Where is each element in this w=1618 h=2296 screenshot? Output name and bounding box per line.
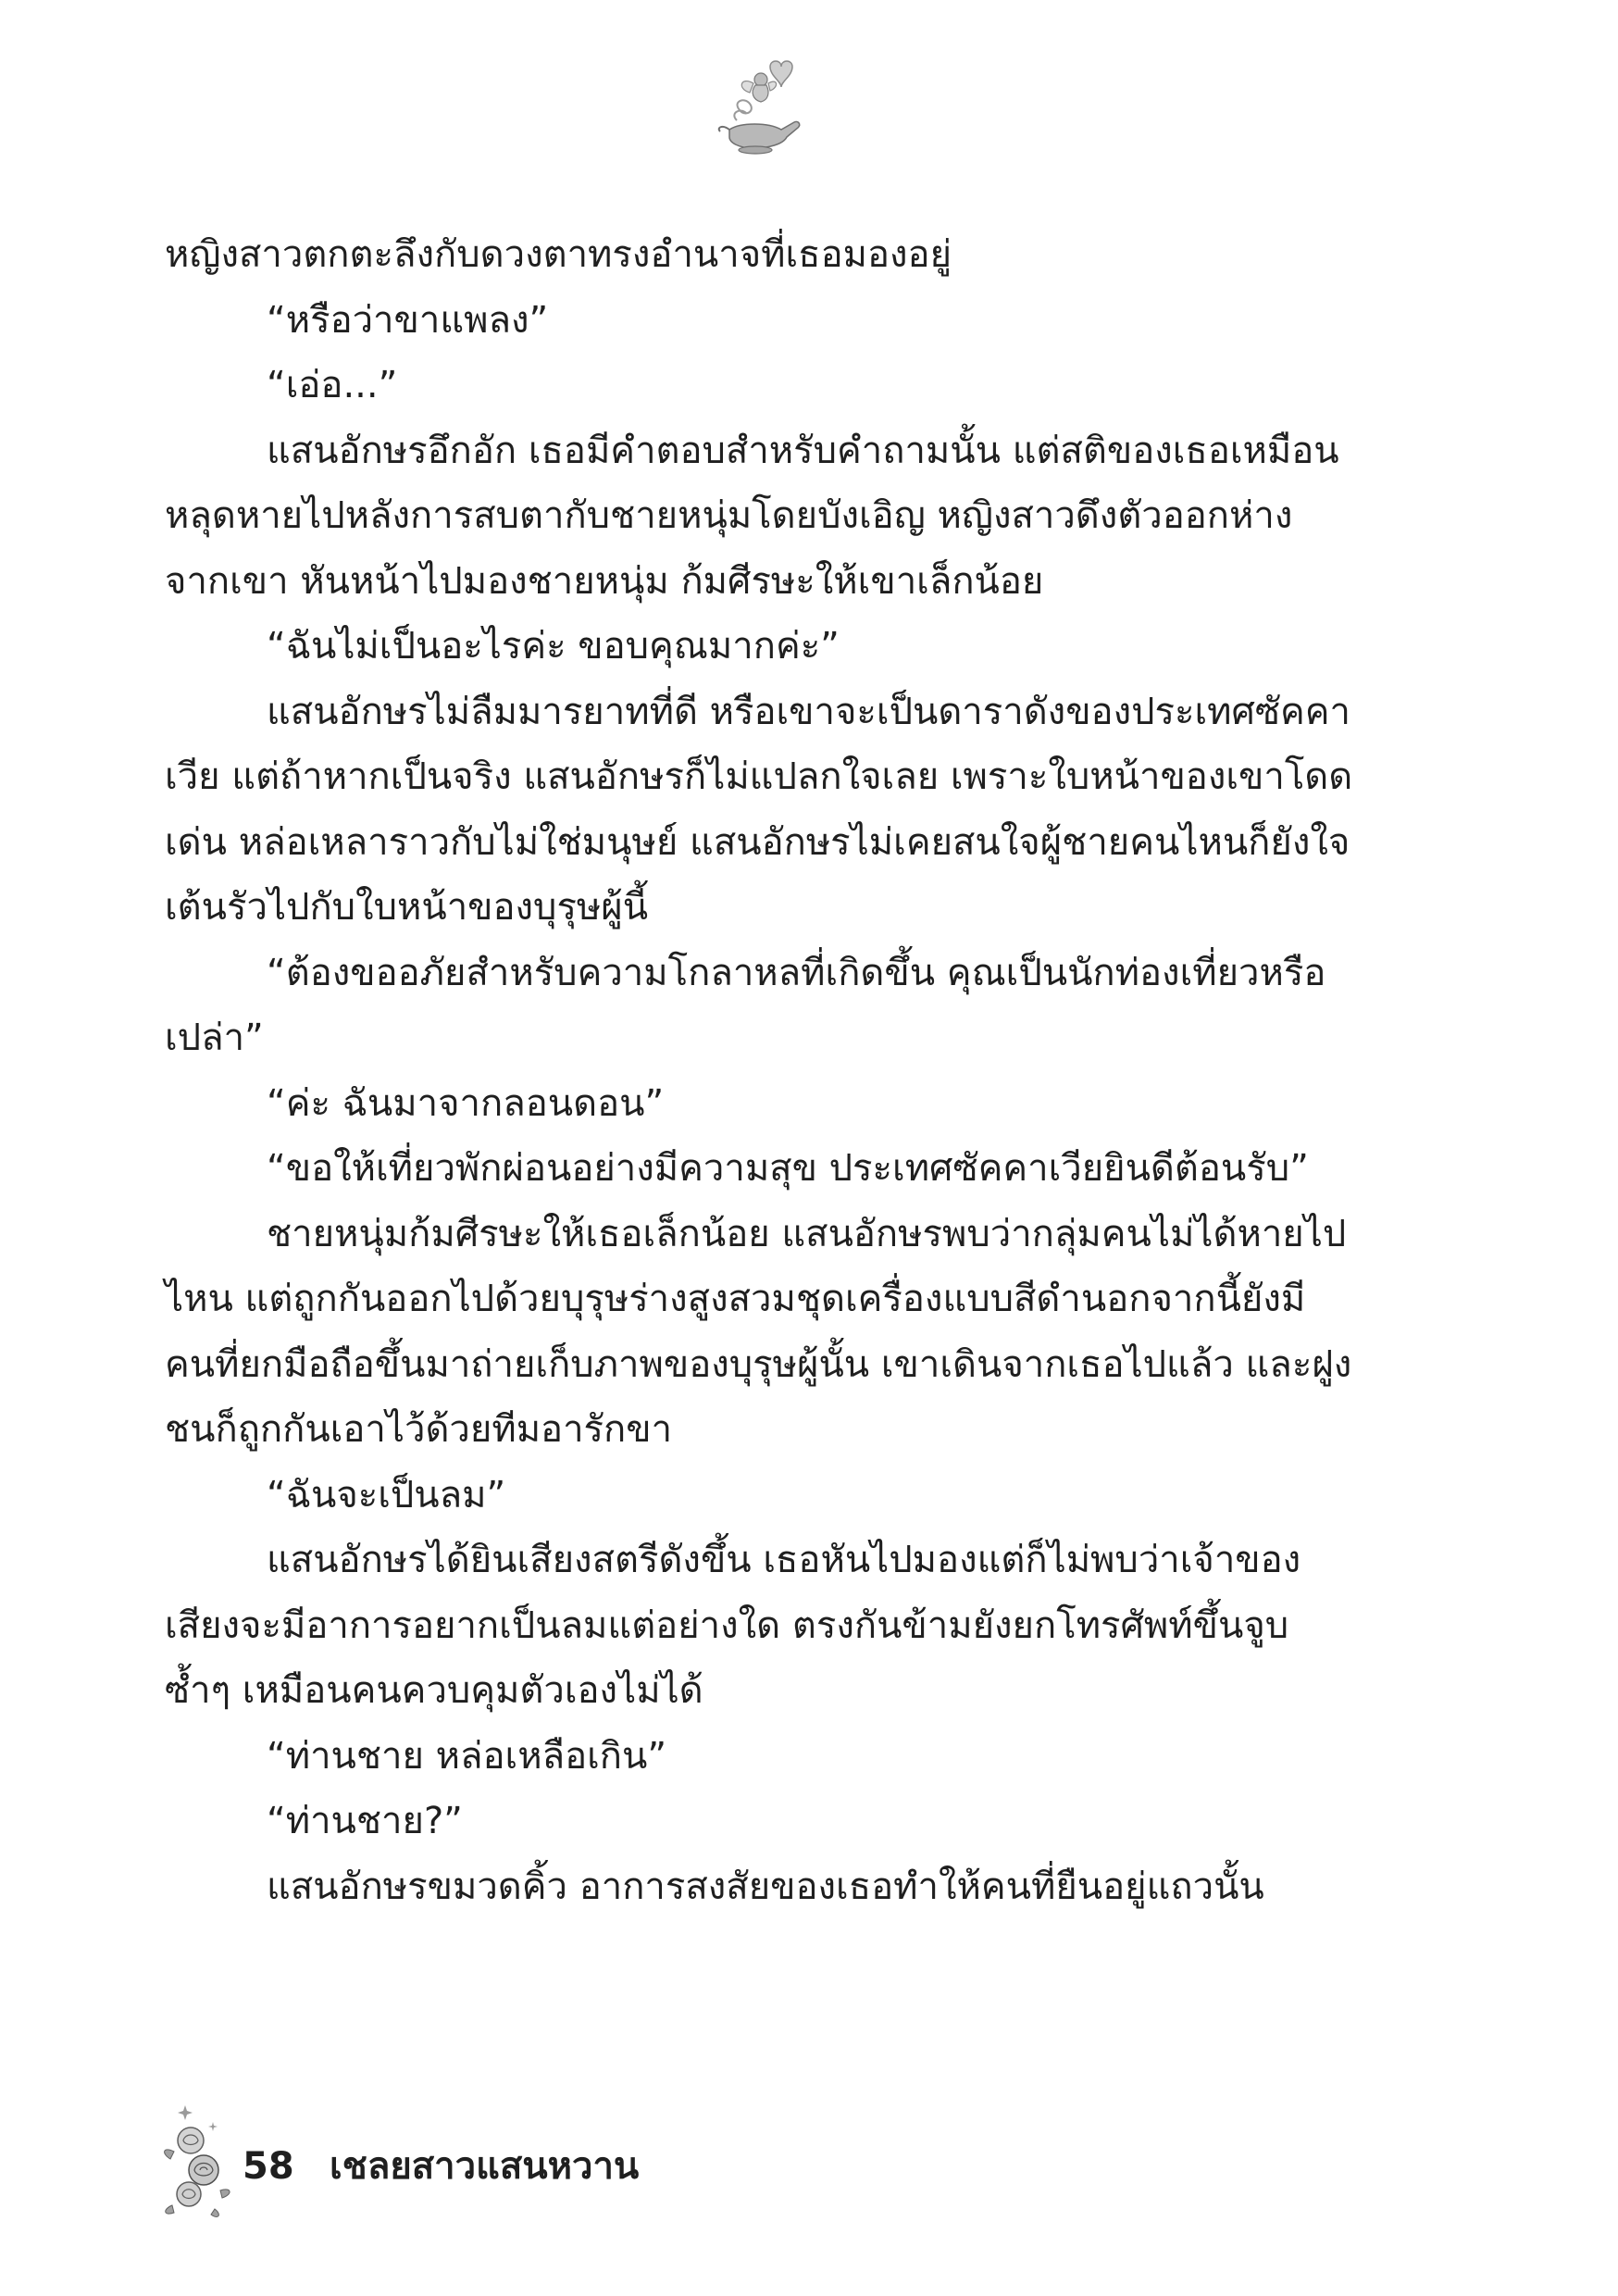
paragraph: แสนอักษรไม่ลืมมารยาทที่ดี หรือเขาจะเป็นดาราดังของประเทศซัคคาเวีย แต่ถ้าหากเป็นจริง แสนอักษรก็ไม่แปลกใจเลย เพราะใบหน้าของเขาโดดเด่น หล่อเหลาราวกับไม่ใช่มนุษย์ แสนอักษรไม่เคยสนใจผู้ชายคนไหนก็ยังใจเต้นรัวไปกับใบหน้าของบุรุษผู้นี้ [165, 690, 1353, 929]
paragraph: แสนอักษรขมวดคิ้ว อาการสงสัยของเธอทำให้คนที่ยืนอยู่แถวนั้น [267, 1865, 1264, 1908]
paragraph: “หรือว่าขาแพลง” [267, 298, 549, 342]
page-number: 58 [243, 2145, 294, 2188]
paragraph: “ค่ะ ฉันมาจากลอนดอน” [267, 1081, 665, 1125]
paragraph: หญิงสาวตกตะลึงกับดวงตาทรงอำนาจที่เธอมองอยู่ [165, 233, 952, 276]
lamp-with-cupid-icon [713, 56, 805, 157]
paragraph: แสนอักษรได้ยินเสียงสตรีดังขึ้น เธอหันไปมองแต่ก็ไม่พบว่าเจ้าของเสียงจะมีอาการอยากเป็นลมแต่อย่างใด ตรงกันข้ามยังยกโทรศัพท์ขึ้นจูบซ้ำๆ เหมือนคนควบคุมตัวเองไม่ได้ [165, 1539, 1301, 1712]
paragraph: “ท่านชาย หล่อเหลือเกิน” [267, 1734, 667, 1778]
body-text [165, 222, 1354, 1919]
paragraph: “ขอให้เที่ยวพักผ่อนอย่างมีความสุข ประเทศซัคคาเวียยินดีต้อนรับ” [267, 1147, 1309, 1190]
rose-bouquet-icon [157, 2102, 241, 2222]
paragraph: ชายหนุ่มก้มศีรษะให้เธอเล็กน้อย แสนอักษรพบว่ากลุ่มคนไม่ได้หายไปไหน แต่ถูกกันออกไปด้วยบุรุษร่างสูงสวมชุดเครื่องแบบสีดำนอกจากนี้ยังมีคนที่ยกมือถือขึ้นมาถ่ายเก็บภาพของบุรุษผู้นั้น เขาเดินจากเธอไปแล้ว และฝูงชนก็ถูกกันเอาไว้ด้วยทีมอารักขา [165, 1212, 1352, 1451]
paragraph: “ฉันไม่เป็นอะไรค่ะ ขอบคุณมากค่ะ” [267, 625, 840, 668]
paragraph: “ท่านชาย?” [267, 1800, 463, 1842]
paragraph: “ต้องขออภัยสำหรับความโกลาหลที่เกิดขึ้น คุณเป็นนักท่องเที่ยวหรือเปล่า” [165, 951, 1326, 1059]
paragraph: แสนอักษรอึกอัก เธอมีคำตอบสำหรับคำถามนั้น แต่สติของเธอเหมือนหลุดหายไปหลังการสบตากับชายหนุ่มโดยบังเอิญ หญิงสาวดึงตัวออกห่างจากเขา หันหน้าไปมองชายหนุ่ม ก้มศีรษะให้เขาเล็กน้อย [165, 429, 1339, 603]
page-footer [157, 2102, 805, 2222]
paragraph: “ฉันจะเป็นลม” [267, 1473, 506, 1516]
paragraph: “เอ่อ...” [267, 364, 398, 406]
book-title: เชลยสาวแสนหวาน [330, 2145, 640, 2188]
